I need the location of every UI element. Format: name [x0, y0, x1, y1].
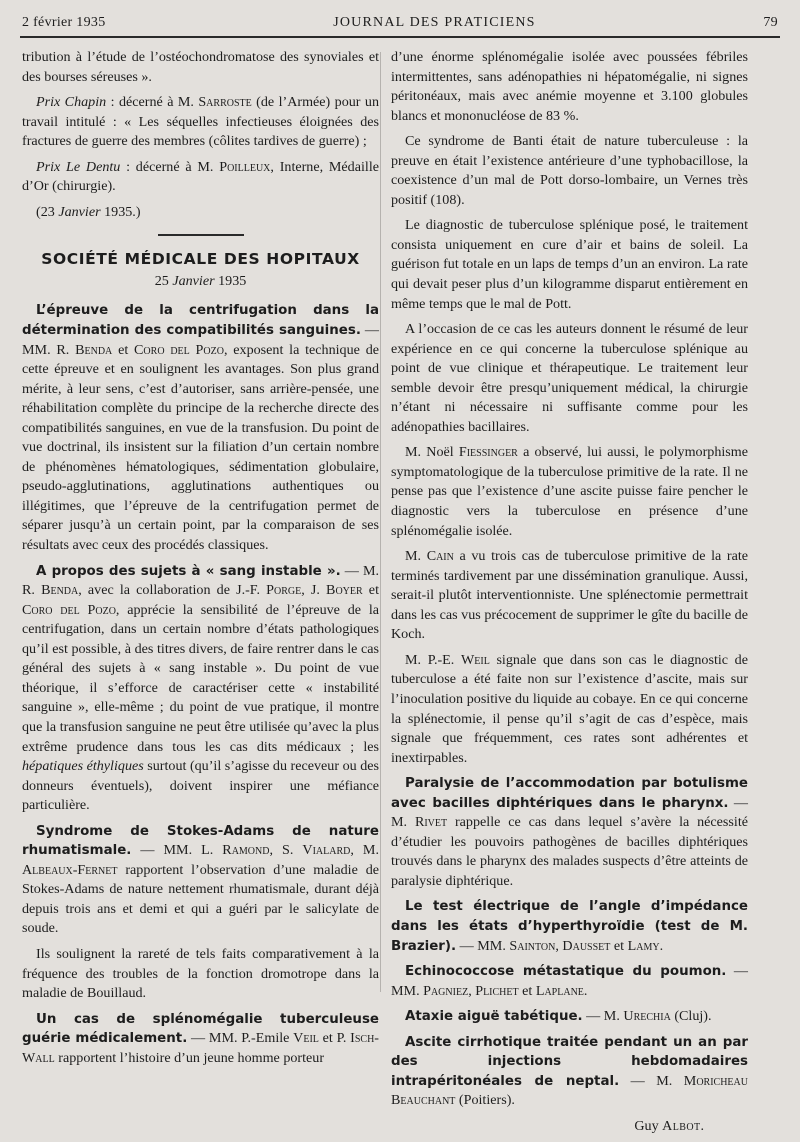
text: — MM. L. — [131, 842, 223, 859]
article-title: Paralysie de l’accommodation par botulisme avec bacilles diphtériques dans le pharynx. — [391, 776, 748, 811]
text: , — [555, 937, 563, 954]
text: M. — [405, 548, 427, 565]
author-name: Dausset — [562, 937, 611, 954]
article-ascite — [391, 1033, 748, 1111]
text: signale que dans son cas le diagnostic de tuberculose a été faite non sur l’existence d’ascite, mais sur l’inoculation positive du liquide au cobaye. En ce qui concerne la splénectomie, il pense qu’il s’agit de cas d’espèce, mais signale que fréquemment, ces rates sont adhérentes et inextirpables. — [391, 651, 748, 766]
text: : décerné à M. — [106, 94, 199, 111]
article-paralysie — [391, 774, 748, 891]
author-name: Benda — [41, 582, 79, 599]
author-name: Urechia — [623, 1008, 671, 1025]
article-title: Un cas de splénomégalie tuberculeuse guérie médicalement. — [22, 1011, 379, 1047]
article-test-electrique — [391, 897, 748, 956]
discussion-weil — [391, 651, 748, 768]
text: rappelle ce cas dans lequel s’avère la nécessité d’étudier les pouvoirs pathogènes de bacilles diphtériques trouvés dans le pharynx des malades suspects d’être atteints de paralysie diphtérique. — [391, 814, 748, 889]
article-title: Echinococcose métastatique du poumon. — [405, 964, 727, 980]
article-title: Le test électrique de l’angle d’impédance dans les états d’hyperthyroïdie (test de M. Brazier). — [391, 899, 748, 954]
author-name: Albot — [662, 1117, 701, 1134]
text: hépatiques éthyliques — [22, 758, 144, 775]
author-name: Coro del Pozo — [22, 601, 116, 618]
article-title: Ataxie aiguë tabétique. — [405, 1009, 583, 1025]
text: rapportent l’histoire d’un jeune homme porteur — [54, 1049, 325, 1066]
article-title: Syndrome de Stokes-Adams de nature rhumatismale. — [22, 823, 379, 859]
person-name: Weil — [460, 651, 490, 668]
text: — M. — [391, 794, 749, 831]
author-name: Porge — [266, 582, 302, 599]
text: rapportent l’observation d’une maladie de Stokes-Adams de nature nettement rhumatismale, durant déjà depuis trois ans et demi et qui a guéri par le salicylate de soude. — [22, 861, 379, 937]
page-number: 79 — [763, 15, 778, 30]
author-name: Boyer — [326, 582, 363, 599]
text: — MM. — [456, 937, 510, 954]
body-paragraph: Ce syndrome de Banti était de nature tuberculeuse : la preuve en était l’existence antérieure d’une typhobacillose, la coexistence d’un mal de Pott dorso-lombaire, un Vernes très positif (108). — [391, 133, 748, 208]
running-header — [22, 12, 778, 34]
text: Guy — [634, 1117, 663, 1134]
text: et — [610, 937, 628, 954]
signature — [391, 1117, 748, 1137]
text: et — [112, 341, 135, 358]
text: Janvier — [58, 203, 101, 220]
society-session-date — [22, 272, 379, 292]
author-name: Vialard — [302, 842, 351, 859]
column-divider — [380, 52, 381, 992]
header-journal-title: JOURNAL DES PRATICIENS — [333, 15, 536, 30]
text: — M. R. — [22, 562, 379, 599]
text: . — [583, 982, 588, 999]
person-name: Fiessinger — [458, 444, 518, 461]
prize-label: Prix Le Dentu — [36, 158, 121, 175]
prize-label: Prix Chapin — [36, 94, 107, 111]
discussion-fiessinger — [391, 443, 748, 541]
text: , — [468, 982, 476, 999]
text: . — [659, 937, 664, 954]
text: (de l’Armée) pour un travail intitulé : « Les séquelles infectieuses éloignées des fractures de guerre des membres (côlites tardives de guerre) ; — [22, 94, 380, 150]
prix-le-dentu-paragraph — [22, 158, 379, 197]
article-ataxie — [391, 1007, 748, 1027]
article-title: L’épreuve de la centrifugation dans la détermination des compatibilités sanguines. — [22, 303, 379, 339]
person-name: Poilleux — [219, 158, 271, 175]
text: a observé, lui aussi, le polymorphisme symptomatologique de la tuberculose primitive de la rate. Il ne pense pas que l’existence d’une ascite puisse faire pencher le diagnostic vers la tuberculose en présence d’une splénomégalie isolée. — [391, 444, 748, 539]
session-date-note — [22, 203, 379, 223]
article-echinococcose — [391, 962, 748, 1001]
body-paragraph: d’une énorme splénomégalie isolée avec poussées fébriles intermittentes, sans adénopathies ni hépatomégalie, ni signes péritonéaux, mais avec anémie moyenne et 3.100 globules blancs et mononucléose de 83 %. — [391, 49, 748, 124]
text: — MM. — [391, 963, 748, 999]
header-rule — [20, 36, 780, 38]
text: (Cluj). — [670, 1008, 712, 1025]
text: , M. — [350, 842, 379, 859]
author-name: Pagniez — [423, 982, 469, 999]
text: M. Noël — [405, 444, 459, 461]
person-name: Cain — [426, 548, 454, 565]
text: (Poitiers). — [455, 1092, 515, 1109]
author-name: Sainton — [509, 937, 556, 954]
text: 1935.) — [100, 203, 141, 220]
text: — M. — [619, 1072, 684, 1089]
article-stokes-adams — [22, 822, 379, 939]
text: , S. — [269, 842, 303, 859]
article-sang-instable — [22, 562, 379, 816]
author-name: Coro del Pozo — [134, 341, 224, 358]
article-splenomegalie — [22, 1010, 379, 1069]
author-name: Albeaux-Fernet — [22, 861, 118, 878]
left-column — [22, 48, 379, 1074]
text: et P. — [318, 1030, 351, 1047]
author-name: Isch-Wall — [22, 1030, 379, 1066]
article-centrifugation — [22, 301, 379, 555]
text: 25 — [154, 272, 173, 289]
society-heading: SOCIÉTÉ MÉDICALE DES HOPITAUX — [41, 250, 360, 269]
text: — MM. R. — [22, 322, 379, 358]
header-date: 2 février 1935 — [22, 15, 106, 30]
text: — MM. P.-Emile — [187, 1030, 294, 1047]
text: Janvier — [172, 272, 215, 289]
text: , exposent la technique de cette épreuve et en soulignent les avantages. Son plus grand mérite, à leur sens, c’est d’autoriser, sans arrière-pensée, une réhabilitation complète du principe de la recherche directe des compatibilités sanguines, en vue de la transfusion. Du point de vue doctrinal, ils insistent sur la filiation d’un certain nombre de phénomènes hématologiques, sédimentation globulaire, pseudo-agglutinations, agglutinations authentiques ou illégitimes, que l’épreuve de la centrifugation permet de séparer jusqu’à un certain point, par la comparaison de ses résultats avec ceux des procédés classiques. — [22, 341, 379, 554]
author-name: Veil — [293, 1030, 319, 1047]
prix-chapin-paragraph — [22, 93, 379, 152]
text: a vu trois cas de tuberculose primitive de la rate terminés tardivement par une dissémination granulique. Aussi, serait-il plutôt interventionniste. Une splénectomie permettrait dans les cas vus précocement de supprimer le gîte du bacille de Koch. — [391, 548, 748, 643]
text: , Interne, Médaille d’Or (chirurgie). — [22, 158, 379, 195]
discussion-cain — [391, 547, 748, 645]
article-stokes-adams-p2: Ils soulignent la rareté de tels faits comparativement à la fréquence des troubles de la fonction dromotrope dans la maladie de Bouillaud. — [22, 945, 379, 1002]
article-title: A propos des sujets à « sang instable ». — [36, 563, 341, 579]
text: (23 — [36, 203, 59, 220]
author-name: Moricheau Beauchant — [391, 1072, 748, 1109]
text: 1935 — [214, 272, 247, 289]
text: , J. — [301, 582, 327, 599]
text: , avec la collaboration de J.-F. — [78, 582, 267, 599]
intro-paragraph: tribution à l’étude de l’ostéochondromatose des synoviales et des bourses séreuses ». — [22, 49, 379, 85]
text: , apprécie la sensibilité de l’épreuve de la centrifugation, dans un certain nombre d’états pathologiques qu’il est possible, à des titres divers, de faire rentrer dans le cas général des sujets à « sang instable ». Du point de vue théorique, il s’efforce de caractériser cette « instabilité sanguine », elle-même ; du point de vue pratique, il montre que la transfusion sanguine ne peut être utilisée qu’avec la plus extrême prudence dans tous les cas dits médicaux ; les — [22, 601, 379, 755]
body-paragraph: A l’occasion de ce cas les auteurs donnent le résumé de leur expérience en ce qui concerne la tuberculose splénique au point de vue clinique et thérapeutique. Le traitement leur semble devoir être presqu’uniquement médical, la chirurgie n’étant ni nécessaire ni suffisante comme pour les adénopathies bacillaires. — [391, 321, 748, 435]
text: . — [700, 1117, 704, 1134]
text: et — [362, 582, 379, 599]
text: : décerné à M. — [120, 158, 220, 175]
section-rule — [158, 234, 244, 236]
text: et — [518, 982, 536, 999]
author-name: Lamy — [627, 937, 660, 954]
text: M. P.-E. — [405, 651, 461, 668]
article-title: Ascite cirrhotique traitée pendant un an par des injections hebdomadaires intrapéritonéales de neptal. — [391, 1034, 748, 1089]
person-name: Sarroste — [198, 94, 252, 111]
author-name: Benda — [75, 341, 113, 358]
author-name: Laplane — [535, 982, 584, 999]
text: — M. — [582, 1008, 624, 1025]
author-name: Plichet — [475, 982, 519, 999]
right-column — [391, 48, 748, 1142]
body-paragraph: Le diagnostic de tuberculose splénique posé, le traitement consista uniquement en cure d’air et bains de soleil. La guérison fut totale en un laps de temps d’un an environ. La rate qui devait peser plus d’un kilogramme disparut entièrement en même temps que le mal de Pott. — [391, 217, 748, 312]
author-name: Rivet — [414, 814, 448, 831]
text: surtout (qu’il s’agisse du receveur ou des donneurs éventuels), doivent inspirer une méfiance particulière. — [22, 758, 379, 814]
author-name: Ramond — [222, 842, 270, 859]
